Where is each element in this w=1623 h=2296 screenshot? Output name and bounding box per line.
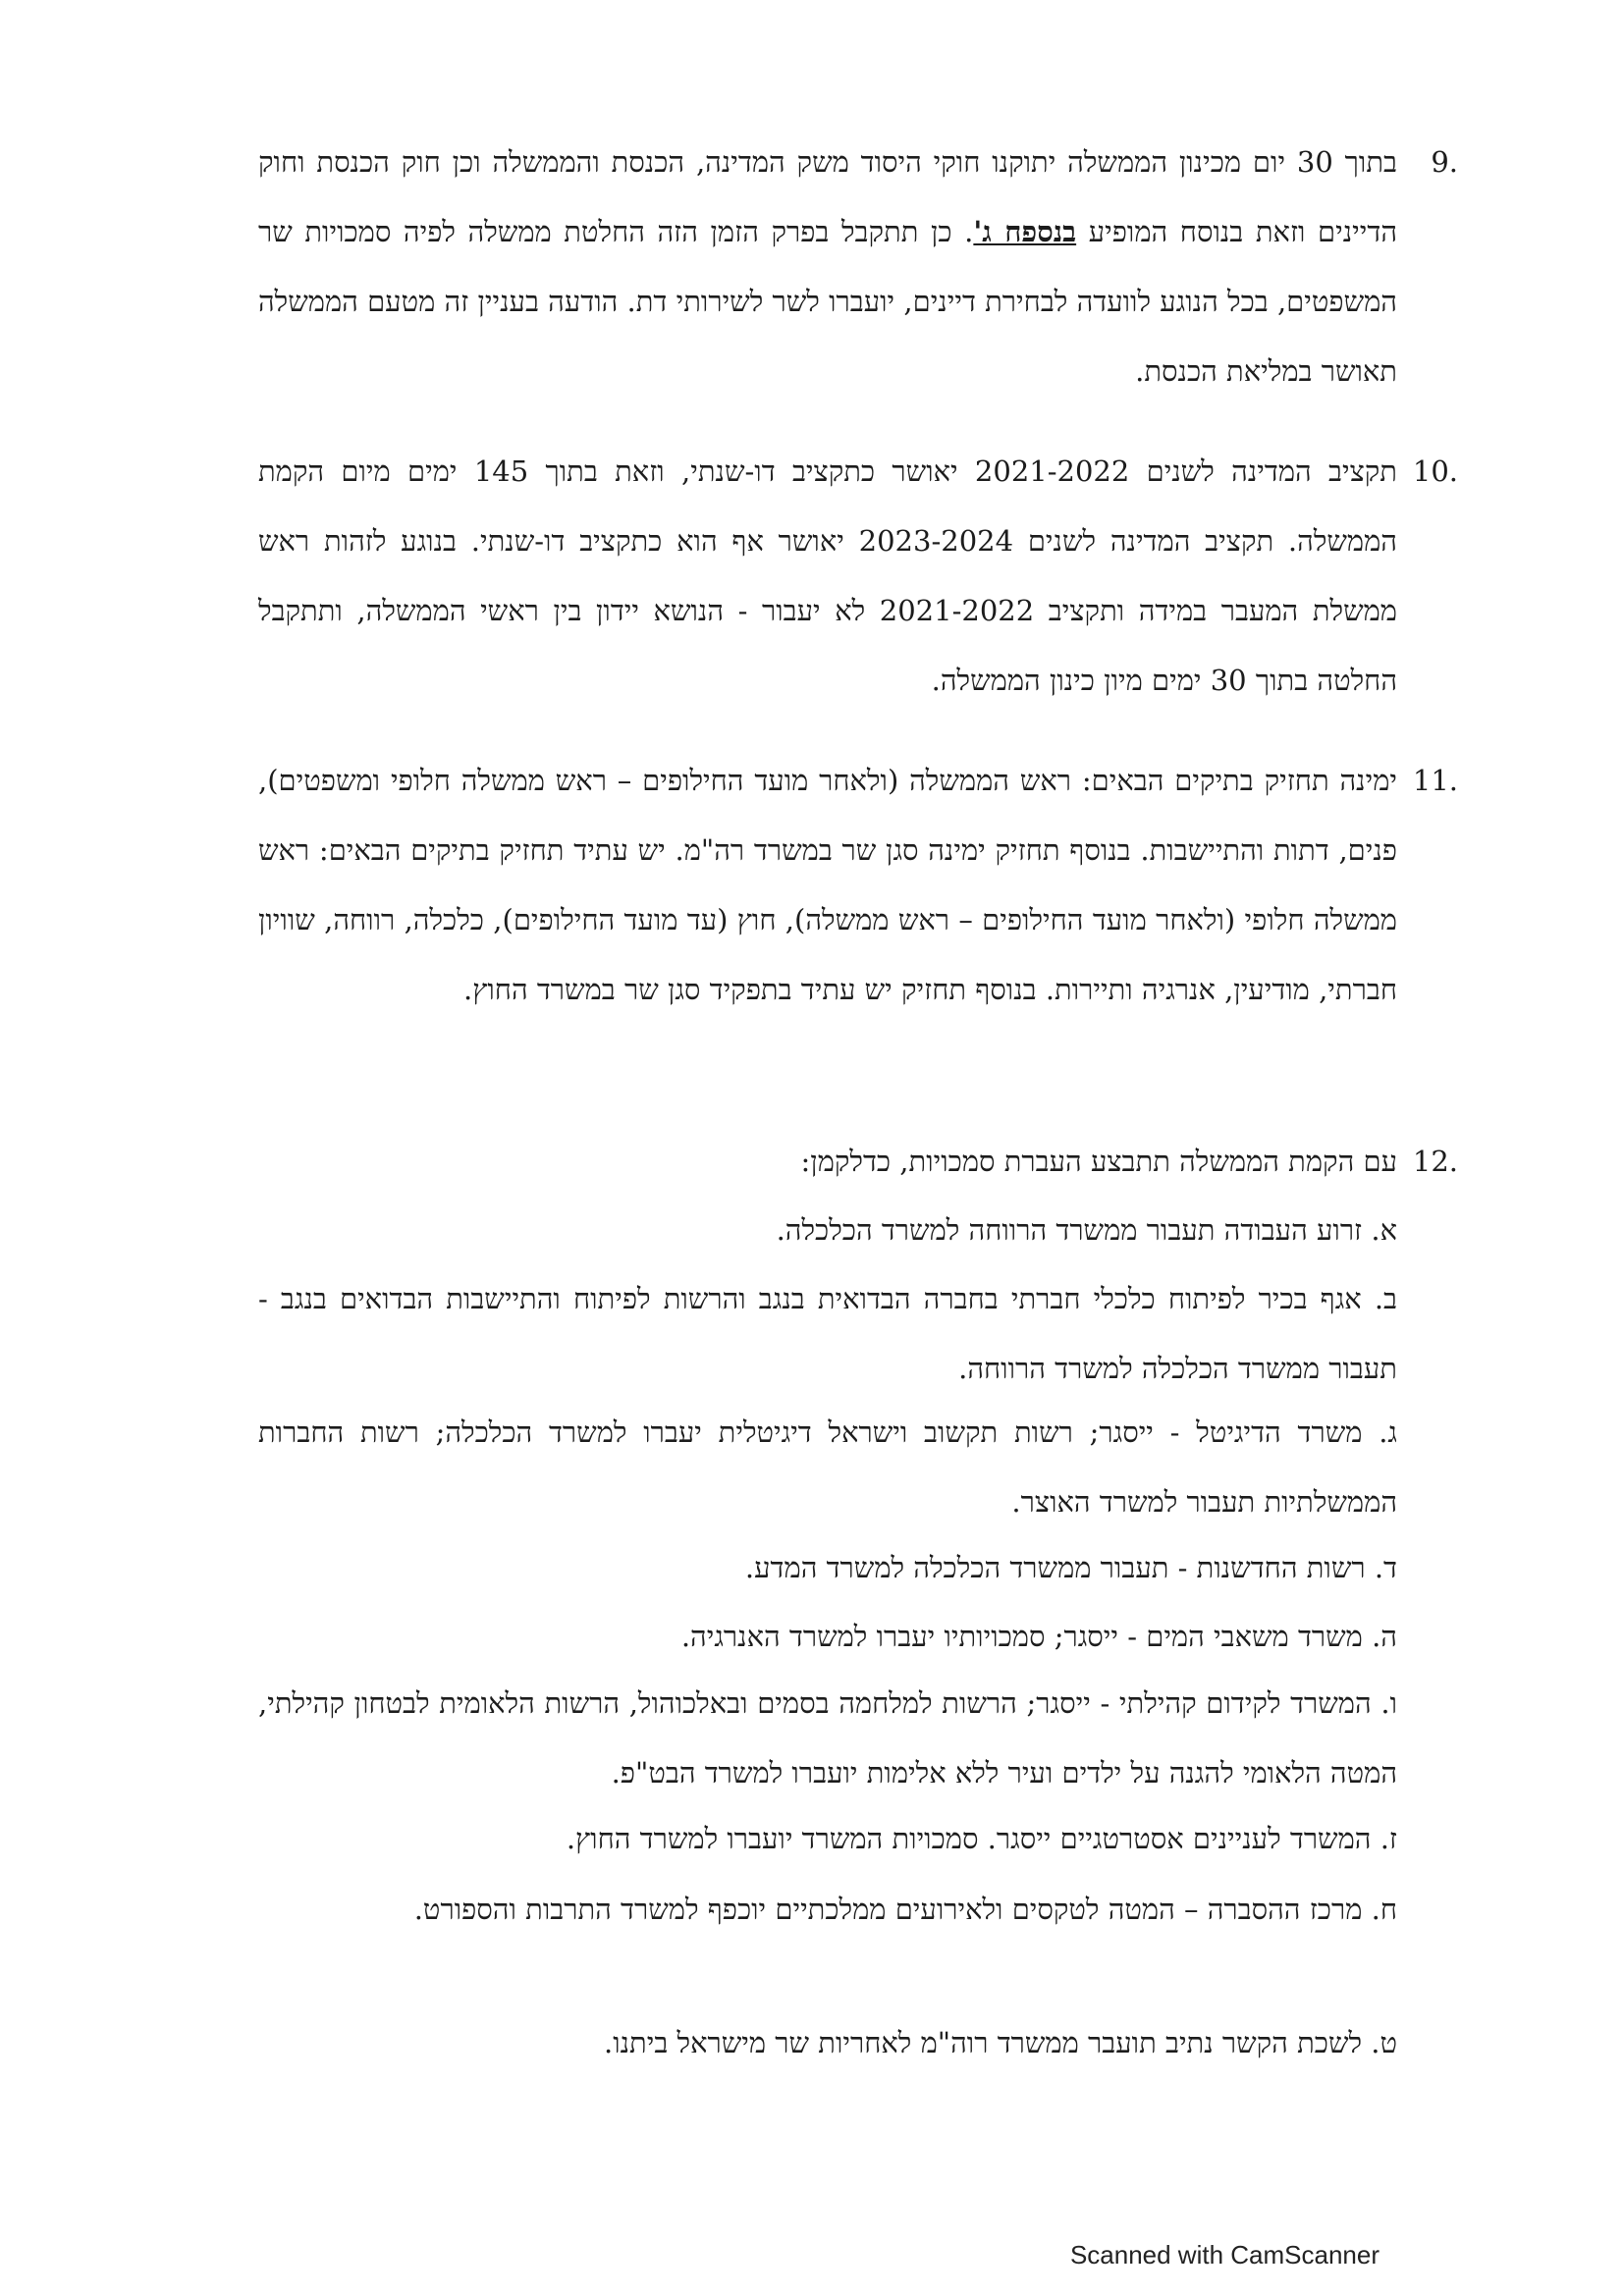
- clause-text: תקציב המדינה לשנים 2021-2022 יאושר כתקציב דו-שנתי, וזאת בתוך 145 ימים מיום הקמת הממשלה. תקציב המדינה לשנים 2023-2024 יאושר אף הוא כתקציב דו-שנתי. בנוגע לזהות ראש ממשלת המעבר במידה ותקציב 2021-2022 לא יעבור - הנושא יידון בין ראשי הממשלה, ותתקבל החלטה בתוך 30 ימים מיון כינון הממשלה.: [258, 454, 1397, 697]
- sub-label: א.: [1371, 1213, 1397, 1247]
- sub-label: ו.: [1380, 1686, 1397, 1720]
- sub-text: אגף בכיר לפיתוח כלכלי חברתי בחברה הבדואית בנגב והרשות לפיתוח והתיישבות הבדואים בנגב - תעבור ממשרד הכלכלה למשרד הרווחה.: [258, 1282, 1397, 1385]
- sub-text: המשרד לקידום קהילתי - ייסגר; הרשות למלחמה בסמים ובאלכוהול, הרשות הלאומית לבטחון קהילתי, המטה הלאומי להגנה על ילדים ועיר ללא אלימות יועברו למשרד הבט"פ.: [258, 1686, 1397, 1789]
- clause-number: 11.: [1412, 764, 1458, 797]
- clause-text-part: . כן תתקבל בפרק הזמן הזה החלטת ממשלה לפיה סמכויות שר המשפטים, בכל הנוגע לוועדה לבחירת דיינים, יועברו לשר לשירותי דת. הודעה בעניין זה מטעם הממשלה תאושר במליאת הכנסת.: [258, 215, 1397, 388]
- clause-text: [258, 128, 1397, 406]
- sub-label: ט.: [1371, 2026, 1397, 2059]
- sub-label: ג.: [1379, 1415, 1398, 1449]
- sub-text: המשרד לעניינים אסטרטגיים ייסגר. סמכויות המשרד יועברו למשרד החוץ.: [566, 1822, 1372, 1855]
- sub-text: מרכז ההסברה – המטה לטקסים ולאירועים ממלכתיים יוכפף למשרד התרבות והספורט.: [413, 1893, 1363, 1926]
- sub-label: ח.: [1371, 1893, 1397, 1926]
- clause-9: [258, 128, 1458, 406]
- sub-item: [258, 2008, 1397, 2078]
- sub-item: [258, 1669, 1397, 1808]
- sub-item: [258, 1196, 1397, 1265]
- scanner-watermark: Scanned with CamScanner: [1069, 2240, 1380, 2269]
- clause-number: 9.: [1431, 145, 1458, 179]
- clause-text: ימינה תחזיק בתיקים הבאים: ראש הממשלה (ולאחר מועד החילופים – ראש ממשלה חלופי ומשפטים), פנים, דתות והתיישבות. בנוסף תחזיק ימינה סגן שר במשרד רה"מ. יש עתיד תחזיק בתיקים הבאים: ראש ממשלה חלופי (ולאחר מועד החילופים – ראש ממשלה), חוץ (עד מועד החילופים), כלכלה, רווחה, שוויון חברתי, מודיעין, אנרגיה ותיירות. בנוסף תחזיק יש עתיד בתפקיד סגן שר במשרד החוץ.: [258, 764, 1397, 1006]
- sub-label: ז.: [1380, 1822, 1397, 1855]
- sub-text: לשכת הקשר נתיב תועבר ממשרד רוה"מ לאחריות שר מישראל ביתנו.: [603, 2026, 1363, 2059]
- sub-text: משרד הדיגיטל - ייסגר; רשות תקשוב וישראל דיגיטלית יעברו למשרד הכלכלה; רשות החברות הממשלתיות תעבור למשרד האוצר.: [258, 1415, 1397, 1519]
- sub-item: [258, 1875, 1397, 1945]
- clause-number: 10.: [1412, 454, 1458, 488]
- sub-label: ד.: [1374, 1551, 1397, 1584]
- clause-number: 12.: [1412, 1145, 1458, 1178]
- sub-label: ה.: [1372, 1620, 1397, 1653]
- clause-text-part: בתוך 30 יום מכינון הממשלה יתוקנו חוקי היסוד משק המדינה, הכנסת והממשלה וכן חוק הכנסת וחוק הדיינים וזאת בנוסח המופיע: [258, 145, 1398, 248]
- clause-12: [258, 1127, 1458, 1197]
- sub-text: זרוע העבודה תעבור ממשרד הרווחה למשרד הכלכלה.: [776, 1213, 1363, 1247]
- clause-11: [258, 746, 1458, 1025]
- sub-item: [258, 1264, 1397, 1404]
- sub-item: [258, 1533, 1397, 1603]
- appendix-reference: בנספח ג': [973, 215, 1077, 248]
- clause-10: [258, 437, 1458, 716]
- sub-text: משרד משאבי המים - ייסגר; סמכויותיו יעברו למשרד האנרגיה.: [680, 1620, 1363, 1653]
- sub-item: [258, 1398, 1397, 1537]
- sub-item: [258, 1804, 1397, 1874]
- clause-intro: עם הקמת הממשלה תתבצע העברת סמכויות, כדלקמן:: [800, 1145, 1397, 1178]
- sub-label: ב.: [1374, 1282, 1398, 1315]
- sub-text: רשות החדשנות - תעבור ממשרד הכלכלה למשרד המדע.: [744, 1551, 1366, 1584]
- sub-item: [258, 1602, 1397, 1672]
